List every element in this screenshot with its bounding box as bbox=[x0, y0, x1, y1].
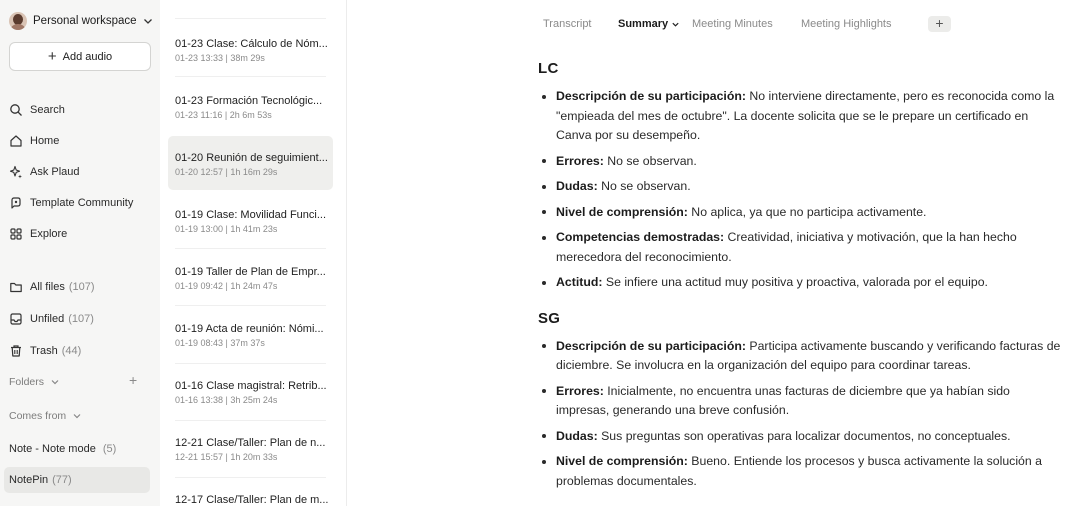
list-item bbox=[556, 152, 1063, 172]
nav-label: Explore bbox=[30, 228, 68, 240]
recording-title: 12-17 Clase/Taller: Plan de m... bbox=[175, 494, 329, 506]
source-count: (77) bbox=[52, 474, 72, 486]
source-label: NotePin bbox=[9, 474, 49, 486]
sparkle-icon bbox=[9, 165, 23, 179]
recording-title: 01-16 Clase magistral: Retrib... bbox=[175, 380, 327, 392]
file-count: (107) bbox=[68, 281, 95, 293]
item-text: No se observan. bbox=[597, 179, 691, 193]
recording-meta: 01-23 11:16 | 2h 6m 53s bbox=[175, 110, 272, 120]
recording-meta: 01-19 09:42 | 1h 24m 47s bbox=[175, 281, 278, 291]
item-label: Competencias demostradas: bbox=[556, 230, 725, 244]
add-audio-button[interactable] bbox=[9, 42, 151, 71]
recording-duration: 3h 25m 24s bbox=[230, 395, 278, 405]
recording-title: 12-21 Clase/Taller: Plan de n... bbox=[175, 437, 326, 449]
nav-label: Unfiled bbox=[30, 313, 65, 325]
recording-duration: 1h 20m 33s bbox=[230, 452, 278, 462]
recording-item[interactable] bbox=[168, 22, 333, 76]
tab-summary[interactable] bbox=[618, 14, 680, 34]
recording-item-selected[interactable] bbox=[168, 136, 333, 190]
recording-duration: 1h 41m 23s bbox=[230, 224, 278, 234]
chevron-down-icon bbox=[142, 15, 154, 27]
source-notepin[interactable] bbox=[4, 467, 150, 493]
comes-from-section-toggle[interactable] bbox=[9, 407, 82, 425]
recording-duration: 2h 6m 53s bbox=[229, 110, 272, 120]
item-label: Actitud: bbox=[556, 275, 603, 289]
divider bbox=[175, 248, 326, 249]
tab-transcript[interactable]: Transcript bbox=[543, 18, 592, 30]
list-item bbox=[556, 177, 1063, 197]
recording-date: 01-16 13:38 bbox=[175, 395, 224, 405]
recording-item[interactable] bbox=[168, 79, 333, 133]
source-note-mode[interactable] bbox=[9, 443, 116, 455]
recording-date: 12-21 15:57 bbox=[175, 452, 224, 462]
recordings-list bbox=[160, 0, 347, 506]
recording-duration: 38m 29s bbox=[230, 53, 265, 63]
item-text: Se infiere una actitud muy positiva y proactiva, valorada por el equipo. bbox=[602, 275, 988, 289]
sidebar bbox=[0, 0, 160, 506]
item-label: Errores: bbox=[556, 383, 604, 398]
item-text: Creatividad, iniciativa y motivación, que la han hecho merecedora del reconocimiento. bbox=[556, 230, 1017, 264]
recording-title: 01-19 Acta de reunión: Nómi... bbox=[175, 323, 324, 335]
recording-date: 01-23 11:16 bbox=[175, 110, 223, 120]
file-count: (107) bbox=[68, 313, 94, 325]
recording-item[interactable] bbox=[168, 193, 333, 247]
summary-view bbox=[348, 0, 1080, 506]
recording-date: 01-23 13:33 bbox=[175, 53, 224, 63]
recording-meta: 01-20 12:57 | 1h 16m 29s bbox=[175, 167, 278, 177]
nav-home[interactable] bbox=[9, 131, 59, 151]
participant-details bbox=[556, 87, 1063, 293]
recording-item[interactable] bbox=[168, 250, 333, 304]
list-item bbox=[556, 382, 1063, 421]
add-folder-button[interactable]: + bbox=[129, 372, 138, 388]
workspace-switcher[interactable] bbox=[9, 9, 154, 33]
item-label: Dudas: bbox=[556, 428, 598, 443]
comes-from-label: Comes from bbox=[9, 410, 67, 422]
nav-label: Ask Plaud bbox=[30, 166, 80, 178]
chevron-down-icon bbox=[671, 20, 680, 29]
item-text: No aplica, ya que no participa activamente. bbox=[687, 204, 927, 219]
summary-content bbox=[538, 60, 1063, 497]
tab-label: Summary bbox=[618, 18, 669, 30]
recording-item[interactable] bbox=[168, 478, 333, 506]
nav-explore[interactable] bbox=[9, 224, 67, 244]
nav-label: Search bbox=[30, 104, 65, 116]
tab-meeting-highlights[interactable]: Meeting Highlights bbox=[801, 18, 892, 30]
recording-duration: 1h 24m 47s bbox=[230, 281, 278, 291]
list-item bbox=[556, 337, 1063, 376]
workspace-name: Personal workspace bbox=[33, 15, 137, 27]
add-audio-label: Add audio bbox=[62, 50, 113, 63]
source-count: (5) bbox=[102, 443, 117, 455]
recording-date: 01-19 13:00 bbox=[175, 224, 224, 234]
divider bbox=[175, 305, 326, 306]
nav-unfiled[interactable] bbox=[9, 309, 94, 329]
item-label: Dudas: bbox=[556, 179, 598, 193]
plus-icon: + bbox=[47, 48, 57, 65]
chevron-down-icon bbox=[72, 411, 82, 421]
item-text: No interviene directamente, pero es reconocida como la "empieada del mes de octubre". La docente solicita que se le prepare un certificado en Canva por su desempeño. bbox=[556, 89, 1055, 142]
recording-date: 01-19 09:42 bbox=[175, 281, 224, 291]
item-label: Nivel de comprensión: bbox=[556, 204, 688, 219]
grid-icon bbox=[9, 227, 23, 241]
divider bbox=[175, 18, 326, 19]
source-label: Note - Note mode bbox=[9, 443, 96, 455]
recording-meta: 12-21 15:57 | 1h 20m 33s bbox=[175, 452, 278, 462]
list-item bbox=[556, 228, 1063, 267]
list-item bbox=[556, 87, 1063, 146]
item-label: Descripción de su participación: bbox=[556, 338, 746, 353]
recording-meta: 01-19 13:00 | 1h 41m 23s bbox=[175, 224, 278, 234]
item-text: Inicialmente, no encuentra unas facturas de diciembre que ya habían sido impresas, generando una breve confusión. bbox=[556, 383, 1010, 417]
recording-item[interactable] bbox=[168, 421, 333, 475]
recording-meta: 01-19 08:43 | 37m 37s bbox=[175, 338, 265, 348]
recording-title: 01-23 Clase: Cálculo de Nóm... bbox=[175, 38, 328, 50]
nav-label: Trash bbox=[30, 345, 58, 357]
participant-heading: SG bbox=[538, 309, 561, 327]
nav-label: Home bbox=[30, 135, 60, 147]
home-icon bbox=[9, 134, 23, 148]
list-item bbox=[556, 427, 1063, 447]
recording-meta: 01-23 13:33 | 38m 29s bbox=[175, 53, 265, 63]
trash-icon bbox=[9, 344, 23, 358]
recording-title: 01-19 Clase: Movilidad Funci... bbox=[175, 209, 327, 221]
folders-label: Folders bbox=[9, 376, 45, 388]
item-text: Sus preguntas son operativas para localizar documentos, no conceptuales. bbox=[597, 428, 1011, 443]
folder-icon bbox=[9, 280, 23, 294]
item-label: Nivel de comprensión: bbox=[556, 454, 688, 468]
nav-all-files[interactable] bbox=[9, 277, 95, 297]
list-item bbox=[556, 452, 1063, 491]
nav-ask-plaud[interactable] bbox=[9, 162, 80, 182]
search-icon bbox=[9, 103, 23, 117]
nav-trash[interactable] bbox=[9, 341, 81, 361]
item-label: Errores: bbox=[556, 153, 604, 168]
participant-details bbox=[556, 337, 1063, 492]
recording-title: 01-19 Taller de Plan de Empr... bbox=[175, 266, 326, 278]
nav-label: All files bbox=[30, 281, 65, 293]
inbox-icon bbox=[9, 312, 23, 326]
participant-heading: LC bbox=[538, 60, 559, 77]
tab-bar bbox=[348, 14, 1080, 34]
list-item bbox=[556, 273, 1063, 293]
nav-search[interactable] bbox=[9, 100, 65, 120]
recording-item[interactable] bbox=[168, 364, 333, 418]
recording-date: 01-19 08:43 bbox=[175, 338, 224, 348]
file-count: (44) bbox=[61, 345, 82, 357]
spacer bbox=[538, 299, 1063, 310]
avatar bbox=[9, 12, 27, 30]
recording-duration: 37m 37s bbox=[230, 338, 265, 348]
recording-item[interactable] bbox=[168, 307, 333, 361]
recording-date: 01-20 12:57 bbox=[175, 167, 224, 177]
nav-label: Template Community bbox=[30, 197, 134, 209]
tab-meeting-minutes[interactable]: Meeting Minutes bbox=[692, 18, 773, 30]
recording-title: 01-20 Reunión de seguimient... bbox=[175, 152, 328, 164]
item-text: No se observan. bbox=[603, 153, 697, 168]
template-community-icon bbox=[9, 196, 23, 210]
item-text: Bueno. Entiende los procesos y busca activamente la solución a problemas documentales. bbox=[556, 454, 1042, 488]
add-tab-button[interactable]: + bbox=[928, 16, 951, 32]
item-label: Descripción de su participación: bbox=[556, 89, 746, 103]
item-text: Participa activamente buscando y verificando facturas de diciembre. Se involucra en la organización del equipo para coordinar tareas. bbox=[556, 338, 1061, 372]
list-item bbox=[556, 203, 1063, 223]
nav-template-community[interactable] bbox=[9, 193, 133, 213]
recording-title: 01-23 Formación Tecnológic... bbox=[175, 95, 323, 107]
chevron-down-icon bbox=[50, 377, 60, 387]
recording-duration: 1h 16m 29s bbox=[230, 167, 278, 177]
divider bbox=[175, 76, 326, 77]
folders-section-toggle[interactable] bbox=[9, 373, 60, 391]
recording-meta: 01-16 13:38 | 3h 25m 24s bbox=[175, 395, 278, 405]
